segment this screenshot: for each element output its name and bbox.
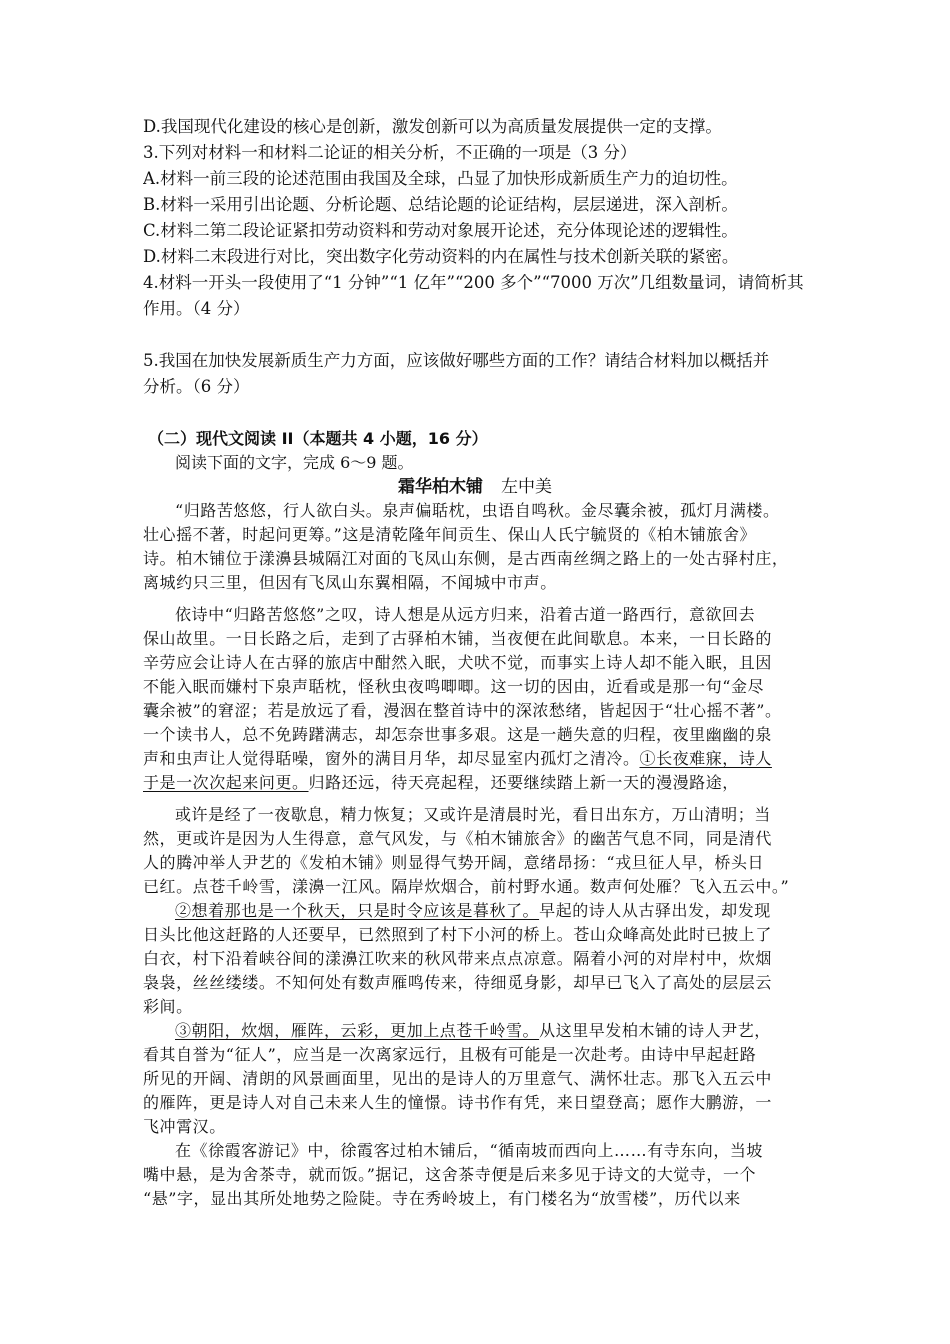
passage-title: 霜华柏木铺 [398,477,483,497]
q4-stem-line1: 4.材料一开头一段使用了“1 分钟”“1 亿年”“200 多个”“7000 万次”几组数量词，请简析其 [143,273,804,292]
p3-line2: 然，更或许是因为人生得意，意气风发，与《柏木铺旅舍》的幽苦气息不同，同是清代 [143,829,772,848]
p1-line3: 诗。柏木铺位于漾濞县城隔江对面的飞凤山东侧，是古西南丝绸之路上的一处古驿村庄， [143,549,789,568]
p2-line5: 囊余被”的窘涩；若是放远了看，漫洇在整首诗中的深浓愁绪，皆起因于“壮心摇不著”。 [143,701,782,720]
p4-line1 [175,898,813,924]
q3-option-a: A.材料一前三段的论述范围由我国及全球，凸显了加快形成新质生产力的迫切性。 [143,169,738,188]
q3-option-d: D.材料二末段进行对比，突出数字化劳动资料的内在属性与技术创新关联的紧密。 [143,247,739,266]
p4-underlined-sentence-2: ②想着那也是一个秋天，只是时令应该是暮秋了。 [175,901,540,920]
p1-line2: 壮心摇不著，时起问更筹。”这是清乾隆年间贡生、保山人氏宁毓贤的《柏木铺旅舍》 [143,525,757,544]
p4-line1-text: 早起的诗人从古驿出发，却发现 [539,901,771,920]
q3-option-b: B.材料一采用引出论题、分析论题、总结论题的论证结构，层层递进，深入剖析。 [143,195,738,214]
p5-line5: 飞冲霄汉。 [143,1117,226,1136]
q5-stem-line2: 分析。（6 分） [143,377,250,396]
passage-author: 左中美 [501,477,552,497]
q5-stem-line1: 5.我国在加快发展新质生产力方面，应该做好哪些方面的工作？请结合材料加以概括并 [143,351,770,370]
p2-line7-text: 声和虫声让人觉得聒噪，窗外的满目月华，却尽显室内孤灯之清冷。 [143,749,640,768]
p2-underlined-sentence-1: ①长夜难寐，诗人 [639,749,772,768]
p6-line2: 嘴中悬，是为舍茶寺，就而饭。”据记，这舍茶寺便是后来多见于诗文的大觉寺，一个 [143,1165,757,1184]
p5-line4: 的雁阵，更是诗人对自己未来人生的憧憬。诗书作有凭，来日望登高；愿作大鹏游，一 [143,1093,772,1112]
p1-line1: “归路苦悠悠，行人欲白头。泉声偏聒枕，虫语自鸣秋。金尽囊余被，孤灯月满楼。 [175,501,780,520]
passage-title-line [0,474,950,500]
p2-line3: 辛劳应会让诗人在古驿的旅店中酣然入眠，犬吠不觉，而事实上诗人却不能入眠，且因 [143,653,772,672]
p1-line4: 离城约只三里，但因有飞凤山东翼相隔，不闻城中市声。 [143,573,557,592]
p2-line1: 依诗中“归路苦悠悠”之叹，诗人想是从远方归来，沿着古道一路西行，意欲回去 [175,605,756,624]
p5-underlined-sentence-3: ③朝阳，炊烟，雁阵，云彩，更加上点苍千岭雪。 [175,1021,540,1040]
p4-line4: 袅袅，丝丝缕缕。不知何处有数声雁鸣传来，待细觅身影，却早已飞入了高处的层层云 [143,973,772,992]
section-heading: （二）现代文阅读 II（本题共 4 小题，16 分） [148,429,488,448]
q4-stem-line2: 作用。（4 分） [143,299,250,318]
section-instruction: 阅读下面的文字，完成 6～9 题。 [175,453,414,472]
p4-line3: 白衣，村下沿着峡谷间的漾濞江吹来的秋风带来点点凉意。隔着小河的对岸村中，炊烟 [143,949,772,968]
p6-line3: “悬”字，显出其所处地势之险陡。寺在秀岭坡上，有门楼名为“放雪楼”，历代以来 [143,1189,741,1208]
p2-line7 [143,746,813,772]
p4-line2: 日头比他这赶路的人还要早，已然照到了村下小河的桥上。苍山众峰高处此时已披上了 [143,925,772,944]
p2-underlined-sentence-1b: 于是一次次起来问更。 [143,773,309,792]
q3-stem: 3.下列对材料一和材料二论证的相关分析，不正确的一项是（3 分） [143,143,637,162]
p2-line2: 保山故里。一日长路之后，走到了古驿柏木铺，当夜便在此间歇息。本来，一日长路的 [143,629,772,648]
p5-line2: 看其自誉为“征人”，应当是一次离家远行，且极有可能是一次赴考。由诗中早起赶路 [143,1045,757,1064]
p3-line4: 已红。点苍千岭雪，漾濞一江风。隔岸炊烟合，前村野水通。数声何处雁？飞入五云中。” [143,877,790,896]
p5-line1 [175,1018,813,1044]
q2-option-d: D.我国现代化建设的核心是创新，激发创新可以为高质量发展提供一定的支撑。 [143,117,722,136]
p5-line3: 所见的开阔、清朗的风景画面里，见出的是诗人的万里意气、满怀壮志。那飞入五云中 [143,1069,772,1088]
p2-line6: 一个读书人，总不免踌躇满志，却怎奈世事多艰。这是一趟失意的归程，夜里幽幽的泉 [143,725,772,744]
p4-line5: 彩间。 [143,997,193,1016]
p2-line8-text: 归路还远，待天亮起程，还要继续踏上新一天的漫漫路途， [308,773,739,792]
p6-line1: 在《徐霞客游记》中，徐霞客过柏木铺后，“循南坡而西向上……有寺东向，当坡 [175,1141,763,1160]
p2-line4: 不能入眠而嫌村下泉声聒枕，怪秋虫夜鸣唧唧。这一切的因由，近看或是那一句“金尽 [143,677,765,696]
p3-line3: 人的腾冲举人尹艺的《发柏木铺》则显得气势开阔，意绪昂扬：“戎旦征人早，桥头日 [143,853,765,872]
p2-line8 [143,770,813,796]
p5-line1-text: 从这里早发柏木铺的诗人尹艺， [539,1021,771,1040]
q3-option-c: C.材料二第二段论证紧扣劳动资料和劳动对象展开论述，充分体现论述的逻辑性。 [143,221,738,240]
p3-line1: 或许是经了一夜歇息，精力恢复；又或许是清晨时光，看日出东方，万山清明；当 [175,805,771,824]
